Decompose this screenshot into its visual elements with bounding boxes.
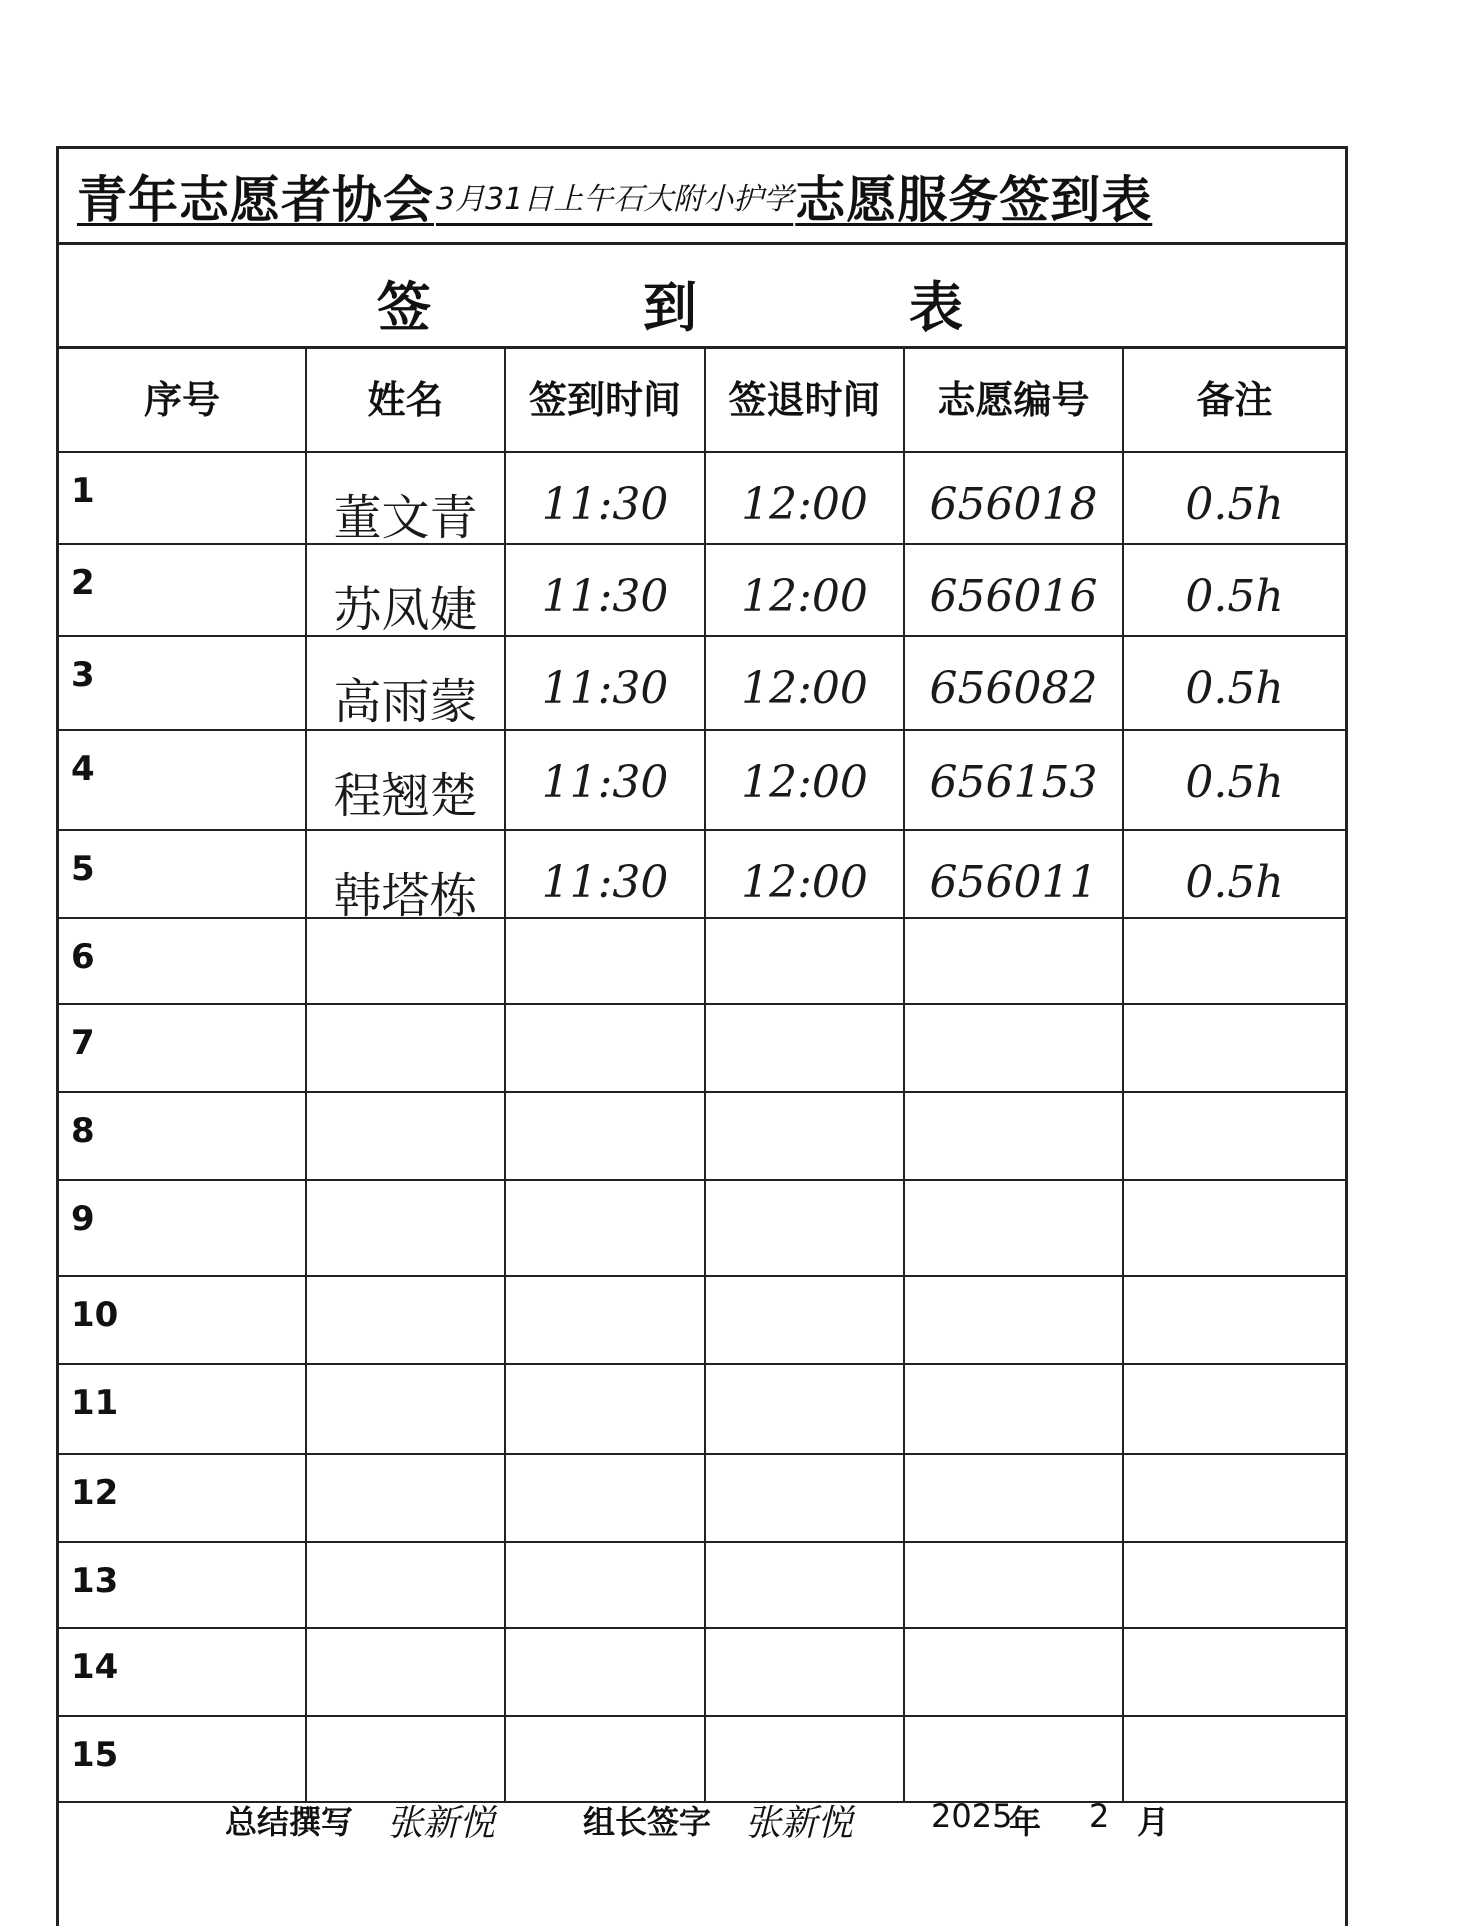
volunteer-name-cell [307,1093,506,1179]
volunteer-id: 656082 [929,663,1098,714]
sign-in-time: 11:30 [541,479,669,530]
sign-in-time-cell [506,1543,706,1627]
volunteer-id: 656018 [929,479,1098,530]
volunteer-id-cell [905,1365,1124,1453]
table-row [59,637,1345,731]
row-index: 8 [71,1111,95,1151]
volunteer-id-cell [905,831,1124,917]
row-index: 2 [71,563,95,603]
volunteer-name: 韩塔栋 [333,868,478,924]
volunteer-name-cell [307,1629,506,1715]
sign-in-time: 11:30 [541,571,669,622]
note-cell [1124,453,1345,543]
volunteer-name-cell [307,1365,506,1453]
volunteer-name-cell [307,1005,506,1091]
sign-out-time-cell [706,1181,905,1275]
title-handwritten-event: 3月31日上午石大附小护学 [436,181,794,217]
header-sign-out-time-cell [706,349,905,451]
table-row [59,919,1345,1005]
sign-out-time: 12:00 [741,757,868,808]
sign-in-time-cell [506,831,706,917]
header-note-cell [1124,349,1345,451]
table-row [59,1277,1345,1365]
sign-out-time-cell [706,453,905,543]
header-name-cell [307,349,506,451]
volunteer-id-cell [905,1629,1124,1715]
volunteer-id-cell [905,545,1124,635]
note-cell [1124,1181,1345,1275]
row-index: 6 [71,937,95,977]
form-footer [59,1787,1345,1847]
row-index-cell [59,831,307,917]
volunteer-name-cell [307,1181,506,1275]
volunteer-name-cell [307,831,506,924]
volunteer-name: 程翘楚 [333,768,478,824]
note-cell [1124,1005,1345,1091]
note-cell [1124,637,1345,729]
note-cell [1124,1455,1345,1541]
row-index-cell [59,1455,307,1541]
volunteer-id: 656011 [929,857,1098,908]
note: 0.5h [1185,571,1284,622]
title-suffix: 志愿服务签到表 [795,170,1153,229]
volunteer-id-cell [905,919,1124,1003]
table-row [59,1005,1345,1093]
table-row [59,1365,1345,1455]
table-row [59,1629,1345,1717]
leader-signature: 张新悦 [745,1803,854,1844]
volunteer-id-cell [905,1005,1124,1091]
table-row [59,831,1345,924]
form-title [59,149,1345,245]
sign-out-time-cell [706,1005,905,1091]
volunteer-id-cell [905,731,1124,829]
row-index-cell [59,1365,307,1453]
sign-out-time-cell [706,1629,905,1715]
header-index-cell [59,349,307,451]
header-sign-in-time-cell [506,349,706,451]
row-index-cell [59,1629,307,1715]
sign-in-time: 11:30 [541,857,669,908]
sign-out-time: 12:00 [741,857,868,908]
table-row [59,453,1345,545]
header-note: 备注 [1196,378,1273,422]
date-year-unit: 年 [1009,1803,1042,1841]
sign-out-time-cell [706,1093,905,1179]
sign-in-time-cell [506,637,706,729]
row-index-cell [59,919,307,1003]
volunteer-id-cell [905,453,1124,543]
row-index: 12 [71,1473,119,1513]
volunteer-id: 656016 [929,571,1098,622]
sign-in-time-cell [506,1455,706,1541]
sign-in-time-cell [506,1277,706,1363]
note-cell [1124,1543,1345,1627]
volunteer-name-cell [307,731,506,829]
sign-in-time: 11:30 [541,663,669,714]
row-index: 15 [71,1735,119,1775]
table-row [59,731,1345,831]
sign-out-time-cell [706,831,905,917]
note: 0.5h [1185,479,1284,530]
sign-out-time: 12:00 [741,479,868,530]
row-index: 11 [71,1383,119,1423]
sign-out-time-cell [706,1277,905,1363]
volunteer-id-cell [905,637,1124,729]
row-index: 1 [71,471,95,511]
volunteer-id-cell [905,1543,1124,1627]
note-cell [1124,545,1345,635]
header-index: 序号 [143,378,220,422]
title-prefix: 青年志愿者协会 [77,170,434,229]
row-index: 4 [71,749,95,789]
sign-out-time: 12:00 [741,663,868,714]
note-cell [1124,1365,1345,1453]
sign-in-time: 11:30 [541,757,669,808]
volunteer-name: 苏凤婕 [333,582,478,638]
sign-out-time: 12:00 [741,571,868,622]
header-volunteer-id: 志愿编号 [937,378,1090,422]
sign-out-time-cell [706,1543,905,1627]
row-index: 3 [71,655,95,695]
table-row [59,1455,1345,1543]
subtitle-char: 签 [377,276,431,339]
row-index-cell [59,1277,307,1363]
sign-out-time-cell [706,1365,905,1453]
volunteer-name: 董文青 [333,490,478,546]
note-cell [1124,1629,1345,1715]
row-index-cell [59,545,307,635]
date-month: 2 [1089,1797,1110,1835]
note-cell [1124,1277,1345,1363]
row-index-cell [59,637,307,729]
header-sign-in-time: 签到时间 [528,378,681,422]
volunteer-name-cell [307,1277,506,1363]
row-index: 13 [71,1561,119,1601]
volunteer-id-cell [905,1181,1124,1275]
note-cell [1124,731,1345,829]
volunteer-id-cell [905,1093,1124,1179]
sign-in-time-cell [506,1181,706,1275]
row-index: 14 [71,1647,119,1687]
note: 0.5h [1185,857,1284,908]
date-month-unit: 月 [1137,1803,1170,1841]
row-index-cell [59,1093,307,1179]
table-row [59,1181,1345,1277]
volunteer-id-cell [905,1277,1124,1363]
header-name: 姓名 [367,378,444,422]
volunteer-id: 656153 [929,757,1098,808]
row-index: 9 [71,1199,95,1239]
volunteer-name-cell [307,637,506,729]
volunteer-name: 高雨蒙 [333,674,478,730]
sign-out-time-cell [706,1455,905,1541]
volunteer-name-cell [307,919,506,1003]
row-index-cell [59,1543,307,1627]
sign-in-time-cell [506,731,706,829]
sign-in-time-cell [506,1005,706,1091]
sign-in-time-cell [506,1093,706,1179]
table-header-row [59,349,1345,453]
table-row [59,1543,1345,1629]
sign-out-time-cell [706,731,905,829]
subtitle-char: 到 [643,276,697,339]
note: 0.5h [1185,663,1284,714]
sign-in-time-cell [506,453,706,543]
header-sign-out-time: 签退时间 [728,378,881,422]
sign-in-time-cell [506,1365,706,1453]
leader-signature-label: 组长签字 [583,1803,712,1841]
row-index-cell [59,731,307,829]
form-subtitle [59,245,1345,349]
table-row [59,1093,1345,1181]
sign-in-time-cell [506,919,706,1003]
volunteer-name-cell [307,1455,506,1541]
sign-in-time-cell [506,1629,706,1715]
table-row [59,545,1345,637]
sign-out-time-cell [706,637,905,729]
row-index-cell [59,1181,307,1275]
note-cell [1124,831,1345,917]
header-volunteer-id-cell [905,349,1124,451]
volunteer-name-cell [307,453,506,546]
row-index: 5 [71,849,95,889]
row-index-cell [59,453,307,543]
date-year: 2025 [931,1797,1013,1835]
note-cell [1124,919,1345,1003]
row-index-cell [59,1005,307,1091]
volunteer-id-cell [905,1455,1124,1541]
volunteer-name-cell [307,545,506,638]
volunteer-name-cell [307,1543,506,1627]
summary-author-label: 总结撰写 [225,1803,354,1841]
sign-out-time-cell [706,919,905,1003]
row-index: 7 [71,1023,95,1063]
note: 0.5h [1185,757,1284,808]
sign-out-time-cell [706,545,905,635]
row-index: 10 [71,1295,119,1335]
note-cell [1124,1093,1345,1179]
sign-in-time-cell [506,545,706,635]
summary-author-signature: 张新悦 [387,1803,496,1844]
sign-in-sheet [56,146,1348,1926]
subtitle-char: 表 [909,276,963,339]
